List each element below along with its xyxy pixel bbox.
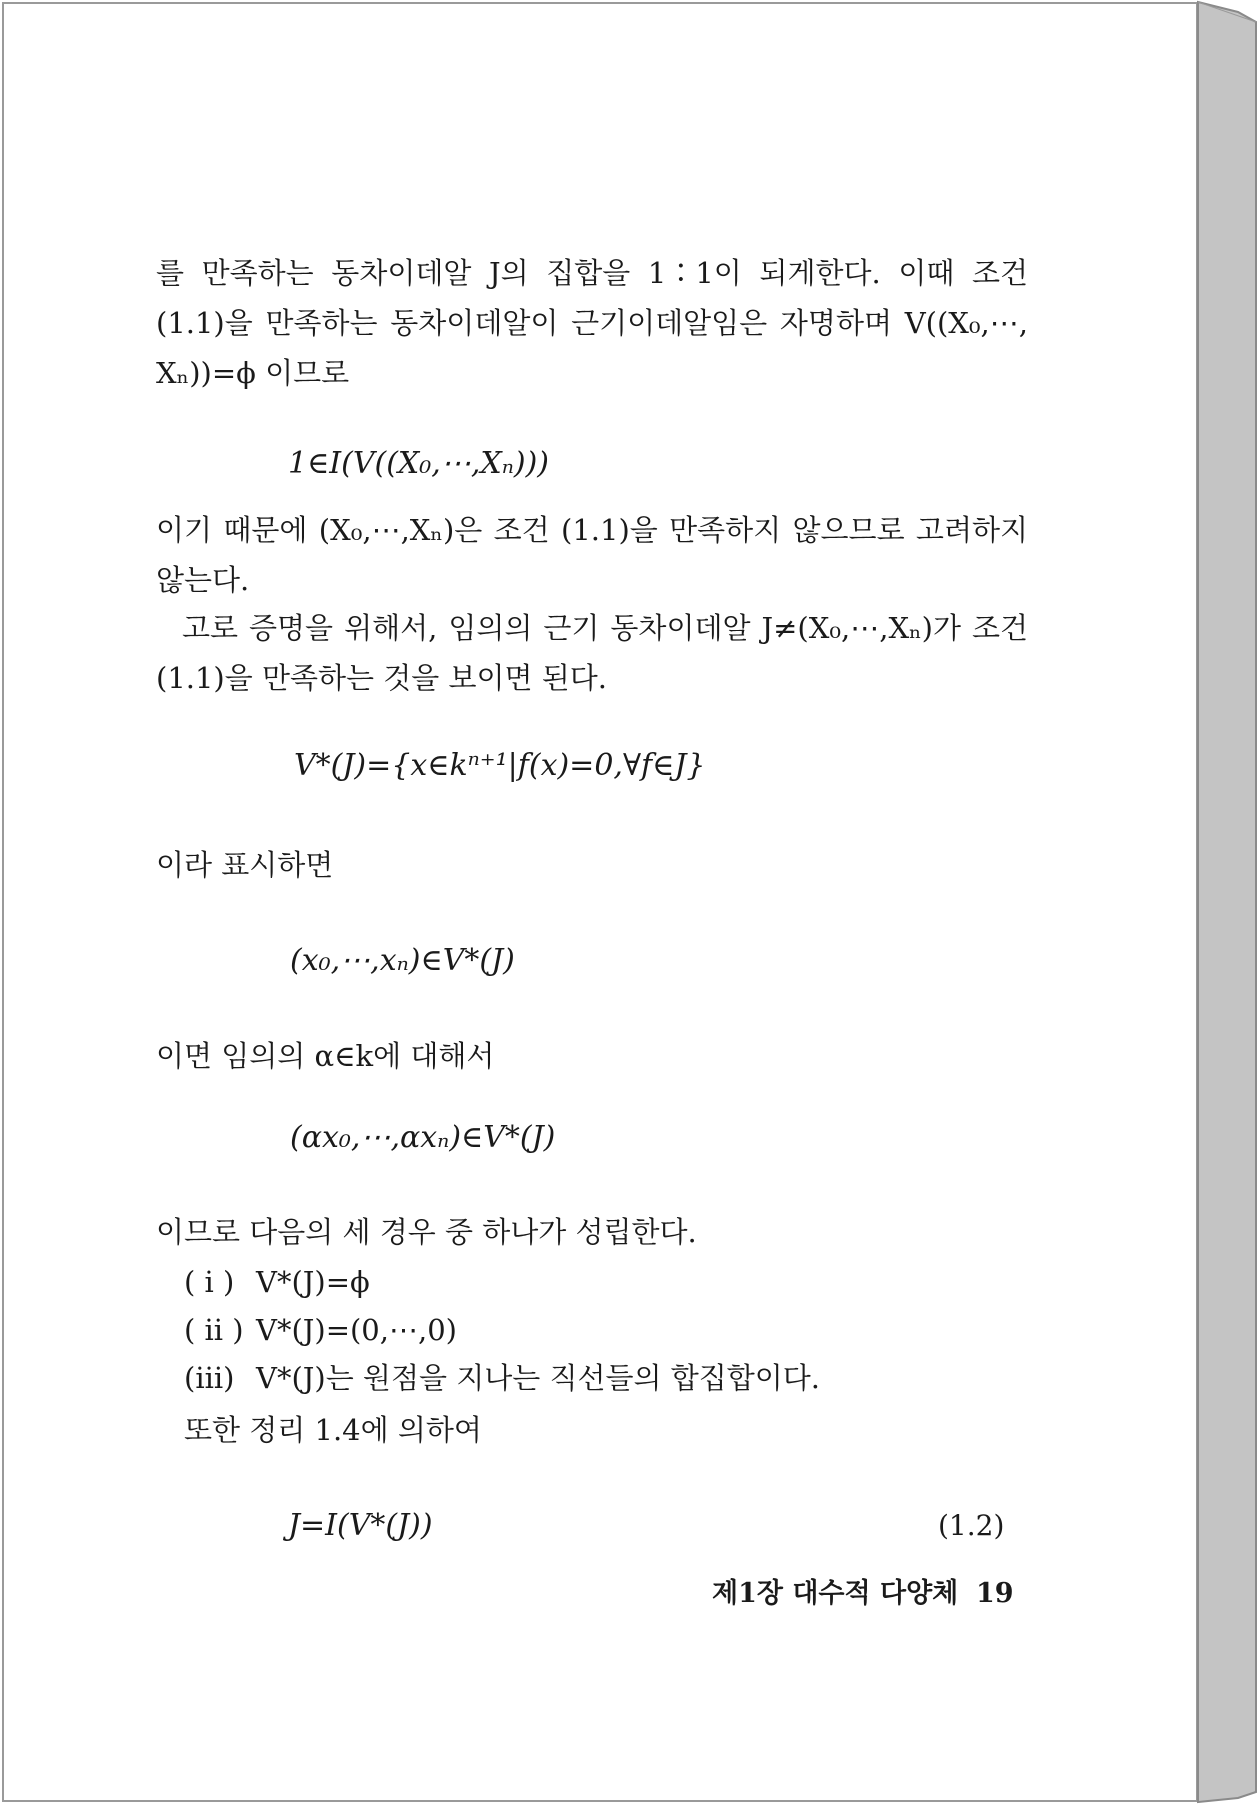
case-item	[184, 1262, 370, 1302]
paragraph-intro: 를 만족하는 동차이데알 J의 집합을 1∶1이 되게한다. 이때 조건 (1.1)을 만족하는 동차이데알이 근기이데알임은 자명하며 V((X₀,⋯, Xₙ))=ϕ 이므로	[156, 256, 1028, 390]
case-text: V*(J)는 원점을 지나는 직선들의 합집합이다.	[256, 1361, 821, 1395]
case-label: (iii)	[184, 1361, 235, 1395]
footer-page-number: 19	[976, 1578, 1014, 1609]
paragraph-not-consider: 이기 때문에 (X₀,⋯,Xₙ)은 조건 (1.1)을 만족하지 않으므로 고려하지 않는다.	[156, 513, 1028, 597]
text-for-any-alpha: 이면 임의의 α∈k에 대해서	[156, 1039, 495, 1073]
equation-scaled-point: (αx₀,⋯,αxₙ)∈V*(J)	[290, 1120, 556, 1155]
case-label: ( ii )	[184, 1313, 244, 1347]
text-three-cases: 이므로 다음의 세 경우 중 하나가 성립한다.	[156, 1215, 697, 1249]
equation-j-equals-i-v-star: J=I(V*(J))	[288, 1508, 433, 1543]
text-by-theorem: 또한 정리 1.4에 의하여	[184, 1413, 482, 1447]
text-denote: 이라 표시하면	[156, 848, 334, 882]
equation-radical-ideal: 1∈I(V((X₀,⋯,Xₙ)))	[288, 446, 550, 481]
equation-point-in-v-star: (x₀,⋯,xₙ)∈V*(J)	[290, 943, 515, 978]
case-item	[184, 1358, 820, 1398]
paragraph-proof: 고로 증명을 위해서, 임의의 근기 동차이데알 J≠(X₀,⋯,Xₙ)가 조건 (1.1)을 만족하는 것을 보이면 된다.	[156, 611, 1028, 695]
equation-v-star-definition: V*(J)={x∈kⁿ⁺¹|f(x)=0,∀f∈J}	[294, 748, 706, 783]
case-text: V*(J)=(0,⋯,0)	[256, 1313, 457, 1347]
case-text: V*(J)=ϕ	[256, 1265, 370, 1299]
case-item	[184, 1310, 457, 1350]
page-edge-shadow	[1198, 2, 1256, 1802]
footer-chapter-title: 제1장 대수적 다양체	[712, 1578, 959, 1609]
case-label: ( i )	[184, 1265, 235, 1299]
equation-number: (1.2)	[938, 1509, 1005, 1542]
